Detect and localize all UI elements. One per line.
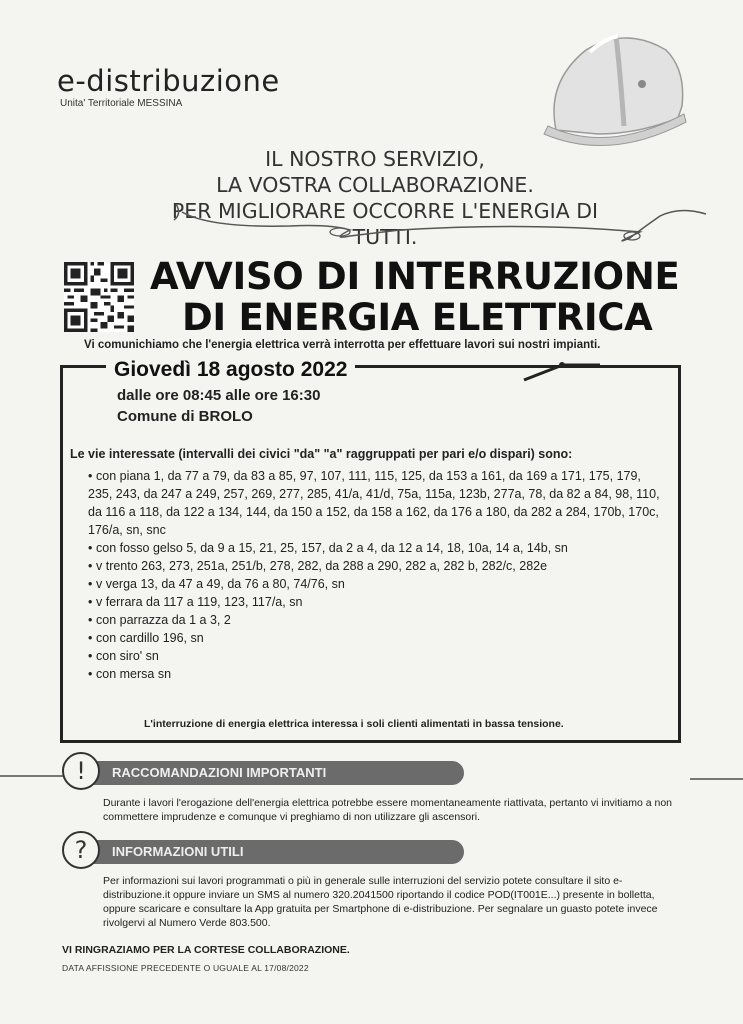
divider bbox=[0, 775, 64, 777]
cable-decoration bbox=[170, 200, 710, 246]
street-entry: con fosso gelso 5, da 9 a 15, 21, 25, 157, da 2 a 4, da 12 a 14, 18, 10a, 14 a, 14b, sn bbox=[96, 541, 568, 555]
comune: Comune di BROLO bbox=[117, 408, 253, 425]
list-item bbox=[88, 557, 668, 575]
posting-date: DATA AFFISSIONE PRECEDENTE O UGUALE AL 17/08/2022 bbox=[62, 963, 309, 973]
recommendations-heading: RACCOMANDAZIONI IMPORTANTI bbox=[92, 761, 464, 785]
list-item bbox=[88, 467, 668, 539]
slogan-line: PER MIGLIORARE OCCORRE L'ENERGIA DI TUTTI. bbox=[171, 199, 599, 249]
list-item bbox=[88, 593, 668, 611]
bullet: • bbox=[88, 541, 93, 555]
street-entry: v verga 13, da 47 a 49, da 76 a 80, 74/76, sn bbox=[96, 577, 345, 591]
streets-heading: Le vie interessate (intervalli dei civici "da" "a" raggruppati per pari e/o dispari) sono: bbox=[70, 447, 573, 461]
list-item bbox=[88, 611, 668, 629]
title-line: DI ENERGIA ELETTRICA bbox=[182, 296, 653, 339]
slogan-line: IL NOSTRO SERVIZIO, bbox=[265, 147, 485, 171]
list-item bbox=[88, 629, 668, 647]
info-text: Per informazioni sui lavori programmati o più in generale sulle interruzioni del servizio potete consultare il sito e-distribuzione.it oppure inviare un SMS al numero 320.2041500 riportando il codice POD(IT001E...) presente in bolletta, oppure scaricare e consultare la App gratuita per Smartphone di e-distribuzione. Per segnalare un guasto potete invece rivolgervi al Numero Verde 803.500. bbox=[103, 875, 658, 929]
pen-icon bbox=[520, 360, 600, 382]
street-entry: v trento 263, 273, 251a, 251/b, 278, 282, da 288 a 290, 282 a, 282 b, 282/c, 282e bbox=[96, 559, 548, 573]
territorial-unit: Unita' Territoriale MESSINA bbox=[60, 98, 183, 109]
bullet: • bbox=[88, 631, 93, 645]
slogan-line: LA VOSTRA COLLABORAZIONE. bbox=[216, 173, 534, 197]
list-item bbox=[88, 647, 668, 665]
bullet: • bbox=[88, 613, 93, 627]
street-entry: con mersa sn bbox=[96, 667, 172, 681]
qr-code bbox=[64, 262, 134, 332]
bullet: • bbox=[88, 595, 93, 609]
warning-icon: ! bbox=[62, 752, 100, 790]
page-title bbox=[150, 256, 679, 338]
divider bbox=[690, 778, 743, 780]
street-entry: con cardillo 196, sn bbox=[96, 631, 204, 645]
low-voltage-note: L'interruzione di energia elettrica interessa i soli clienti alimentati in bassa tensione. bbox=[144, 718, 564, 730]
street-entry: v ferrara da 117 a 119, 123, 117/a, sn bbox=[96, 595, 303, 609]
bullet: • bbox=[88, 559, 93, 573]
list-item bbox=[88, 575, 668, 593]
list-item bbox=[88, 665, 668, 683]
title-line: AVVISO DI INTERRUZIONE bbox=[150, 255, 680, 298]
helmet-icon bbox=[538, 22, 688, 150]
bullet: • bbox=[88, 469, 93, 483]
info-heading: INFORMAZIONI UTILI bbox=[92, 840, 464, 864]
street-entry: con parrazza da 1 a 3, 2 bbox=[96, 613, 231, 627]
bullet: • bbox=[88, 667, 93, 681]
street-entry: con siro' sn bbox=[96, 649, 159, 663]
thanks-text: VI RINGRAZIAMO PER LA CORTESE COLLABORAZIONE. bbox=[62, 944, 350, 956]
outage-date: Giovedì 18 agosto 2022 bbox=[106, 358, 355, 382]
company-logo: e-distribuzione bbox=[57, 64, 280, 98]
recommendations-text: Durante i lavori l'erogazione dell'energia elettrica potrebbe essere momentaneamente riattivata, pertanto vi invitiamo a non commettere imprudenze e comunque vi preghiamo di non utilizzare gli ascensori. bbox=[103, 797, 672, 823]
list-item bbox=[88, 539, 668, 557]
intro-text: Vi comunichiamo che l'energia elettrica verrà interrotta per effettuare lavori sui nostri impianti. bbox=[84, 339, 601, 351]
question-icon: ? bbox=[62, 831, 100, 869]
outage-time: dalle ore 08:45 alle ore 16:30 bbox=[117, 387, 321, 404]
street-list bbox=[88, 467, 668, 683]
street-entry: con piana 1, da 77 a 79, da 83 a 85, 97, 107, 111, 115, 125, da 153 a 161, da 169 a 171, 175, 179, 235, 243, da 247 a 249, 257, 269, 277, 285, 41/a, 41/d, 75a, 115a, 123b, 277a, 78, da 82 a 84, 98, 110, da 116 a 118, da 122 a 134, 144, da 150 a 152, da 158 a 162, da 176 a 180, da 282 a 284, 170b, 170c, 176/a, sn, snc bbox=[88, 469, 660, 537]
bullet: • bbox=[88, 649, 93, 663]
bullet: • bbox=[88, 577, 93, 591]
